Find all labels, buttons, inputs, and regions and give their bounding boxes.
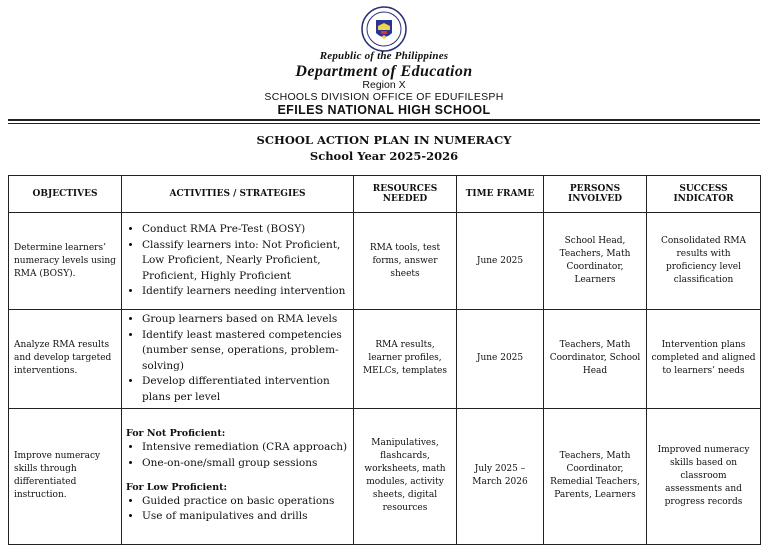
department-name: Department of Education <box>295 63 473 80</box>
col-header-objectives: OBJECTIVES <box>9 176 122 213</box>
activities-cell <box>122 310 354 409</box>
persons-cell: Teachers, Math Coordinator, School Head <box>544 310 647 409</box>
activity-item: • Identify learners needing intervention <box>142 284 349 300</box>
region-line: Region X <box>362 79 406 91</box>
time-frame-cell: July 2025 – March 2026 <box>457 408 544 544</box>
school-name: EFILES NATIONAL HIGH SCHOOL <box>277 103 491 117</box>
activity-item: • Guided practice on basic operations <box>142 494 349 510</box>
document-title: SCHOOL ACTION PLAN IN NUMERACY <box>256 133 512 147</box>
group-title-not-proficient: For Not Proficient: <box>126 428 226 440</box>
republic-line: Republic of the Philippines <box>319 50 449 62</box>
persons-cell: School Head, Teachers, Math Coordinator, Learners <box>544 213 647 310</box>
col-header-activities: ACTIVITIES / STRATEGIES <box>122 176 354 213</box>
table-row <box>9 213 761 310</box>
col-header-time-frame: TIME FRAME <box>457 176 544 213</box>
resources-cell: Manipulatives, flashcards, worksheets, math modules, activity sheets, digital resources <box>354 408 457 544</box>
objective-cell: Analyze RMA results and develop targeted interventions. <box>9 310 122 409</box>
activities-cell <box>122 213 354 310</box>
time-frame-cell: June 2025 <box>457 213 544 310</box>
objective-cell: Improve numeracy skills through differentiated instruction. <box>9 408 122 544</box>
col-header-persons: PERSONS INVOLVED <box>544 176 647 213</box>
header-divider-thin <box>8 123 760 124</box>
activity-item: • Use of manipulatives and drills <box>142 509 349 525</box>
col-header-indicator: SUCCESS INDICATOR <box>647 176 761 213</box>
activity-item: • Conduct RMA Pre-Test (BOSY) <box>142 222 349 238</box>
activities-cell <box>122 408 354 544</box>
activity-item: • One-on-one/small group sessions <box>142 456 349 472</box>
indicator-cell: Improved numeracy skills based on classroom assessments and progress records <box>647 408 761 544</box>
table-row <box>9 408 761 544</box>
activity-item: • Intensive remediation (CRA approach) <box>142 440 349 456</box>
objective-cell: Determine learners’ numeracy levels using RMA (BOSY). <box>9 213 122 310</box>
group-title-low-proficient: For Low Proficient: <box>126 481 228 493</box>
col-header-resources: RESOURCES NEEDED <box>354 176 457 213</box>
indicator-cell: Consolidated RMA results with proficiency level classification <box>647 213 761 310</box>
table-header-row <box>9 176 761 213</box>
division-line: SCHOOLS DIVISION OFFICE OF EDUFILESPH <box>264 91 504 103</box>
deped-seal-icon <box>361 6 407 52</box>
school-year: School Year 2025-2026 <box>309 149 459 163</box>
header-divider-thick <box>8 119 760 121</box>
activity-item: • Identify least mastered competencies (number sense, operations, problem-solving) <box>142 328 349 375</box>
indicator-cell: Intervention plans completed and aligned to learners’ needs <box>647 310 761 409</box>
action-plan-table <box>8 175 761 545</box>
activity-item: • Classify learners into: Not Proficient, Low Proficient, Nearly Proficient, Proficient, Highly Proficient <box>142 238 349 285</box>
activity-item: • Group learners based on RMA levels <box>142 312 349 328</box>
resources-cell: RMA results, learner profiles, MELCs, templates <box>354 310 457 409</box>
persons-cell: Teachers, Math Coordinator, Remedial Teachers, Parents, Learners <box>544 408 647 544</box>
time-frame-cell: June 2025 <box>457 310 544 409</box>
resources-cell: RMA tools, test forms, answer sheets <box>354 213 457 310</box>
table-row <box>9 310 761 409</box>
activity-item: • Develop differentiated intervention plans per level <box>142 374 349 405</box>
